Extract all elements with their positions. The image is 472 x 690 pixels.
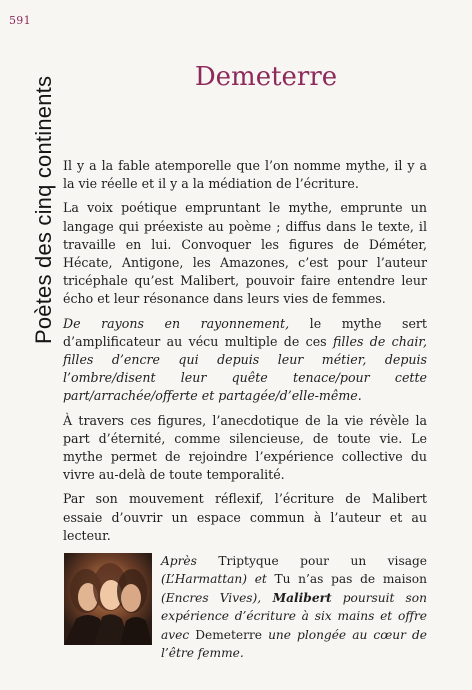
author-photo: [64, 553, 152, 645]
bio-book-3: Demeterre: [189, 627, 269, 642]
bio-author-name: Malibert: [261, 590, 332, 605]
page-title: Demeterre: [194, 62, 338, 92]
paragraph-2: La voix poétique empruntant le mythe, emprunte un langage qui préexiste au poème ; diffus dans le texte, il travaille en lui. Convoquer les figures de Déméter, Hécate, Antigone, les Amazones, c’est pour l’auteur tricéphale qu’est Malibert, pouvoir faire entendre leur écho et leur résonance dans leurs vies de femmes.: [63, 200, 427, 307]
paragraph-4: Par son mouvement réflexif, l’écriture de Malibert essaie d’ouvrir un espace commun à l’auteur et au lecteur.: [63, 491, 427, 543]
bio-book-2: Tu n’as pas de maison: [266, 572, 427, 587]
author-photo-image: [64, 553, 152, 645]
bio-book-1: Triptyque pour un visage: [196, 554, 427, 568]
bio-after: Après: [161, 554, 197, 568]
side-title: Poètes des cinq continents: [31, 75, 56, 344]
paragraph-1: Il y a la fable atemporelle que l’on nomme mythe, il y a la vie réelle et il y a la médiation de l’écriture.: [63, 158, 427, 192]
bio-ending: une plongée au cœur de l’être femme.: [161, 627, 428, 661]
author-bio: [161, 552, 427, 662]
bio-publisher-2: (Encres Vives),: [161, 590, 262, 605]
body-text: [63, 157, 427, 551]
side-title-container: [6, 44, 56, 344]
quote-plain: le mythe sert d’amplificateur au vécu multiple de ces: [63, 315, 427, 349]
quote-italic-end: filles de chair, filles d’encre qui depuis leur métier, depuis l’ombre/disent leur quête tenace/pour cette part/arrachée/offerte et partagée/d’elle-même.: [63, 333, 428, 404]
paragraph-quote: [63, 315, 427, 406]
bio-publisher-1: (L’Harmattan) et: [161, 572, 267, 587]
paragraph-3: À travers ces figures, l’anecdotique de la vie révèle la part d’éternité, comme silencieuse, de toute vie. Le mythe permet de rejoindre l’expérience collective du vivre au-delà de toute temporalité.: [63, 412, 427, 483]
bio-continues: poursuit son expérience d’écriture à six mains et offre avec: [161, 590, 427, 642]
page-number: 591: [9, 14, 31, 27]
quote-italic-start: De rayons en rayonnement,: [63, 315, 290, 331]
